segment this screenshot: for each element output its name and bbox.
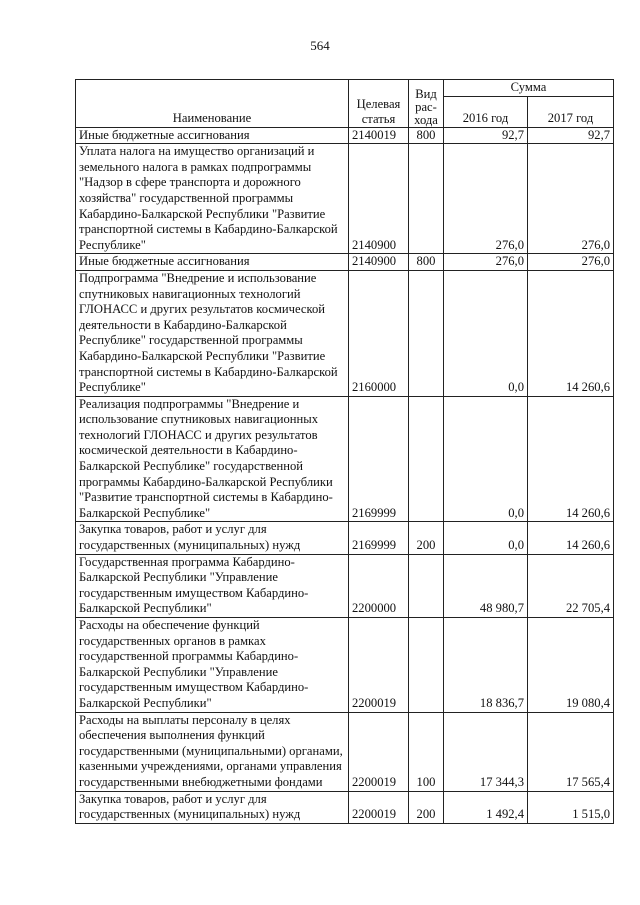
row-code: 2200019 xyxy=(349,791,409,823)
header-sum: Сумма xyxy=(444,80,614,97)
row-code: 2140019 xyxy=(349,127,409,144)
row-sum-2017: 276,0 xyxy=(528,144,614,254)
table-row xyxy=(76,522,614,554)
row-sum-2017: 92,7 xyxy=(528,127,614,144)
row-sum-2017: 14 260,6 xyxy=(528,522,614,554)
row-kind: 200 xyxy=(409,522,444,554)
header-year-2016: 2016 год xyxy=(444,96,528,127)
row-name: Иные бюджетные ассигнования xyxy=(76,127,349,144)
row-name: Иные бюджетные ассигнования xyxy=(76,254,349,271)
row-sum-2017: 14 260,6 xyxy=(528,396,614,522)
row-sum-2017: 22 705,4 xyxy=(528,554,614,617)
row-kind xyxy=(409,554,444,617)
row-name: Государственная программа Кабардино-Балкарской Республики "Управление государственным имуществом Кабардино-Балкарской Республики" xyxy=(76,554,349,617)
row-name: Закупка товаров, работ и услуг для государственных (муниципальных) нужд xyxy=(76,522,349,554)
row-code: 2200000 xyxy=(349,554,409,617)
header-year-2017: 2017 год xyxy=(528,96,614,127)
row-sum-2016: 0,0 xyxy=(444,522,528,554)
row-sum-2016: 1 492,4 xyxy=(444,791,528,823)
table-row xyxy=(76,554,614,617)
table-row xyxy=(76,144,614,254)
row-sum-2016: 276,0 xyxy=(444,254,528,271)
row-name: Закупка товаров, работ и услуг для государственных (муниципальных) нужд xyxy=(76,791,349,823)
row-sum-2016: 0,0 xyxy=(444,270,528,396)
row-code: 2169999 xyxy=(349,396,409,522)
row-sum-2017: 14 260,6 xyxy=(528,270,614,396)
header-name: Наименование xyxy=(76,80,349,128)
row-sum-2017: 19 080,4 xyxy=(528,618,614,713)
row-kind xyxy=(409,270,444,396)
row-name: Расходы на выплаты персоналу в целях обеспечения выполнения функций государственными (муниципальными) органами, казенными учреждениями, органами управления государственными внебюджетными фондами xyxy=(76,712,349,791)
row-sum-2016: 92,7 xyxy=(444,127,528,144)
row-kind xyxy=(409,618,444,713)
row-code: 2169999 xyxy=(349,522,409,554)
row-sum-2016: 17 344,3 xyxy=(444,712,528,791)
row-code: 2160000 xyxy=(349,270,409,396)
row-sum-2016: 0,0 xyxy=(444,396,528,522)
row-name: Подпрограмма "Внедрение и использование спутниковых навигационных технологий ГЛОНАСС и других результатов космической деятельности в Кабардино-Балкарской Республике" государственной программы Кабардино-Балкарской Республики "Развитие транспортной системы в Кабардино-Балкарской Республике" xyxy=(76,270,349,396)
row-sum-2016: 48 980,7 xyxy=(444,554,528,617)
row-name: Расходы на обеспечение функций государственных органов в рамках государственной программы Кабардино-Балкарской Республики "Управление государственным имуществом Кабардино-Балкарской Республики" xyxy=(76,618,349,713)
table-row xyxy=(76,254,614,271)
row-code: 2140900 xyxy=(349,254,409,271)
row-kind: 800 xyxy=(409,254,444,271)
table-row xyxy=(76,270,614,396)
row-kind: 100 xyxy=(409,712,444,791)
page-number: 564 xyxy=(310,38,330,53)
row-code: 2200019 xyxy=(349,712,409,791)
header-code: Целевая статья xyxy=(349,80,409,128)
table-header-row xyxy=(76,80,614,97)
row-name: Реализация подпрограммы "Внедрение и использование спутниковых навигационных технологий ГЛОНАСС и других результатов космической деятельности в Кабардино-Балкарской Республике" государственной программы Кабардино-Балкарской Республики "Развитие транспортной системы в Кабардино-Балкарской Республике" xyxy=(76,396,349,522)
row-sum-2017: 276,0 xyxy=(528,254,614,271)
row-sum-2017: 17 565,4 xyxy=(528,712,614,791)
row-kind: 800 xyxy=(409,127,444,144)
table-row xyxy=(76,396,614,522)
row-kind xyxy=(409,144,444,254)
row-code: 2200019 xyxy=(349,618,409,713)
header-kind: Вид рас-хода xyxy=(409,80,444,128)
row-sum-2016: 18 836,7 xyxy=(444,618,528,713)
row-kind: 200 xyxy=(409,791,444,823)
table-row xyxy=(76,127,614,144)
table-row xyxy=(76,712,614,791)
row-name: Уплата налога на имущество организаций и земельного налога в рамках подпрограммы "Надзор в сфере транспорта и дорожного хозяйства" государственной программы Кабардино-Балкарской Республики "Развитие транспортной системы в Кабардино-Балкарской Республике" xyxy=(76,144,349,254)
row-kind xyxy=(409,396,444,522)
row-sum-2017: 1 515,0 xyxy=(528,791,614,823)
table-row xyxy=(76,791,614,823)
row-code: 2140900 xyxy=(349,144,409,254)
table-row xyxy=(76,618,614,713)
row-sum-2016: 276,0 xyxy=(444,144,528,254)
budget-table xyxy=(75,79,614,824)
